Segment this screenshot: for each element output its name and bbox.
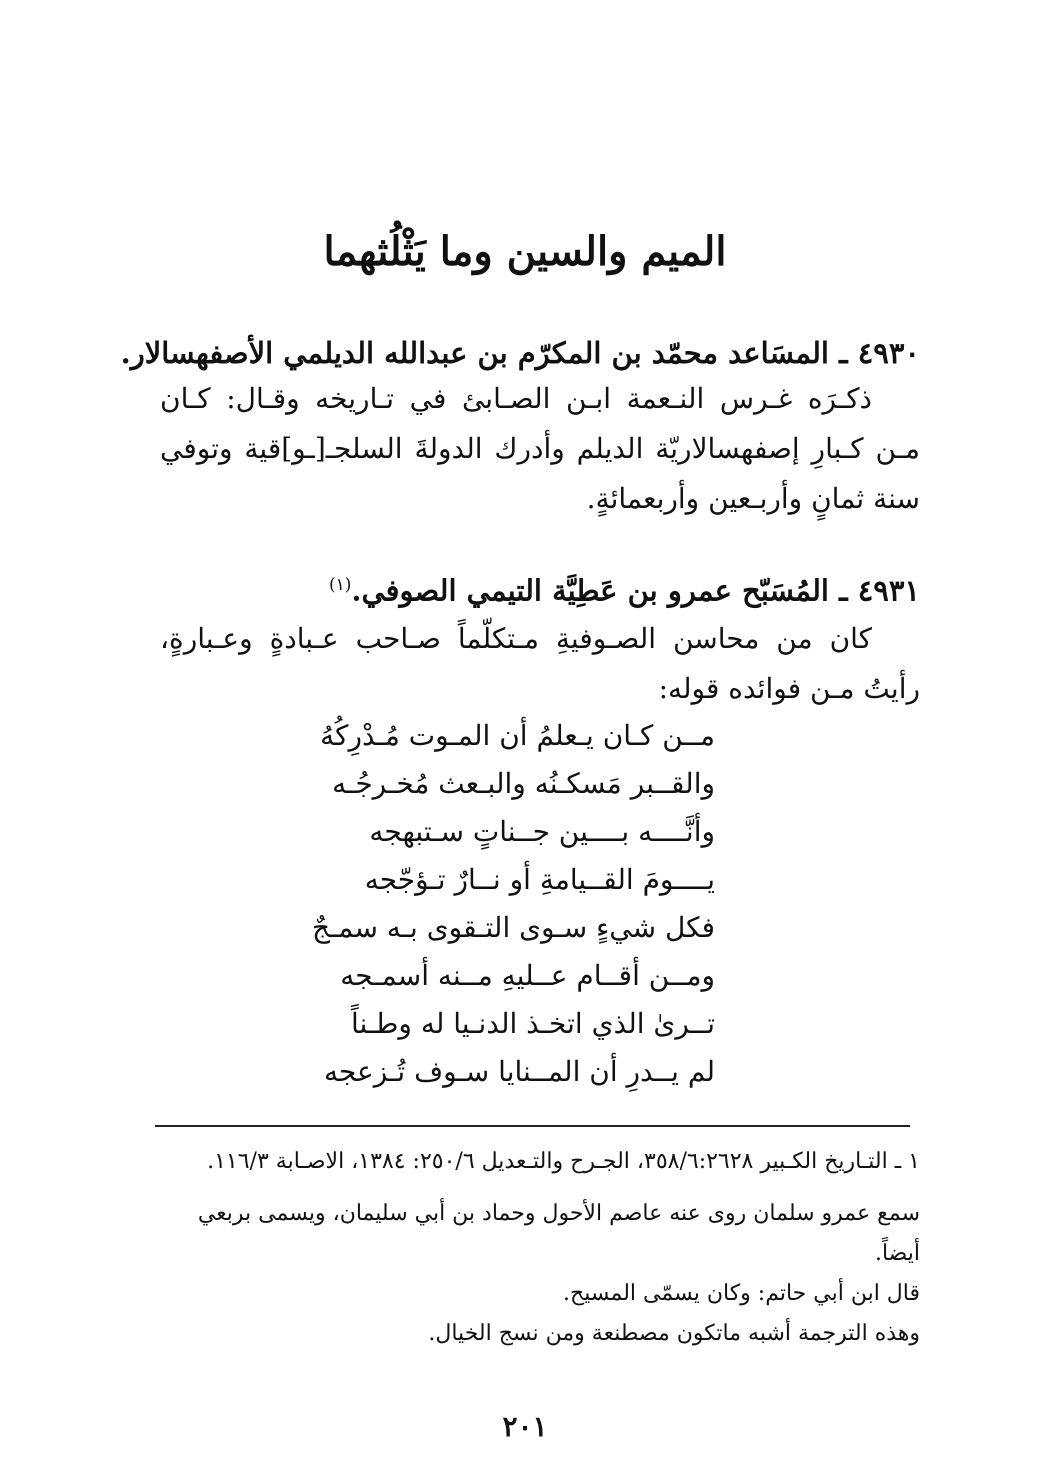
entry-body: كان من محاسن الصـوفيةِ مـتكلّماً صـاحب عـبادةٍ وعـبارةٍ، رأيتُ مـن فوائده قوله: [160, 622, 920, 705]
entry-title [140, 565, 920, 611]
poem-line: والقــبر مَسكـنُه والبـعث مُخـرجُـه [332, 767, 715, 800]
entry-body: ذكـرَه غـرس النـعمة ابـن الصـابئ في تـاريخه وقـال: كـان مـن كـبارِ إصفهسالاريّة الديلم وأدرك الدولةَ السلجـ[ـو]قية وتوفي سنة ثمانٍ وأربـعين وأربعمائةٍ. [160, 382, 920, 515]
poem-line: ومــن أقــام عــليهِ مــنه أسمـجه [340, 959, 715, 992]
poem [311, 712, 715, 1096]
poem-line: يــــومَ القــيامةِ أو نــارٌ تـؤجّجه [364, 863, 715, 896]
entry-number: ٤٩٣٠ [857, 336, 920, 370]
entry-number: ٤٩٣١ [857, 573, 920, 608]
poem-line: لم يــدرِ أن المــنايا سـوف تُـزعجه [323, 1055, 715, 1088]
section-heading: الميم والسين وما يَثْلُثهما [323, 228, 727, 275]
footnote: ١ ـ التـاريخ الكـبير ٣٥٨/٦:٢٦٢٨، الجـرح والتـعديل ٢٥٠/٦: ١٣٨٤، الاصـابة ١١٦/٣. [207, 1149, 920, 1174]
poem-line: مــن كـان يـعلمُ أن المـوت مُـدْرِكُهُ [320, 719, 715, 752]
footnote-note: قال ابن أبي حاتم: وكان يسمّى المسيح. [563, 1281, 920, 1306]
footnote-note: وهذه الترجمة أشبه ماتكون مصطنعة ومن نسج الخيال. [428, 1321, 920, 1346]
footnotes [160, 1142, 920, 1354]
entry-heading-text: ـ المسَاعد محمّد بن المكرّم بن عبدالله الديلمي الأصفهسالار. [120, 336, 848, 370]
poem-line: وأنَّــــه بــــين جــناتٍ سـتبهجه [369, 815, 715, 848]
footnote-divider [155, 1125, 910, 1127]
entry-title [120, 333, 920, 373]
footnote-note: سمع عمرو سلمان روى عنه عاصم الأحول وحماد بن أبي سليمان، ويسمى بربعي أيضاً. [197, 1201, 920, 1266]
poem-line: تــرىٰ الذي اتخـذ الدنـيا له وطـناً [350, 1007, 715, 1040]
footnote-ref: (١) [328, 575, 352, 595]
page-number: ٢٠١ [502, 1410, 548, 1443]
poem-line: فكل شيءٍ سـوى التـقوى بـه سمـجٌ [311, 911, 715, 944]
entry-heading-text: ـ المُسَبّح عمرو بن عَطِيَّة التيمي الصوفي. [351, 573, 848, 608]
